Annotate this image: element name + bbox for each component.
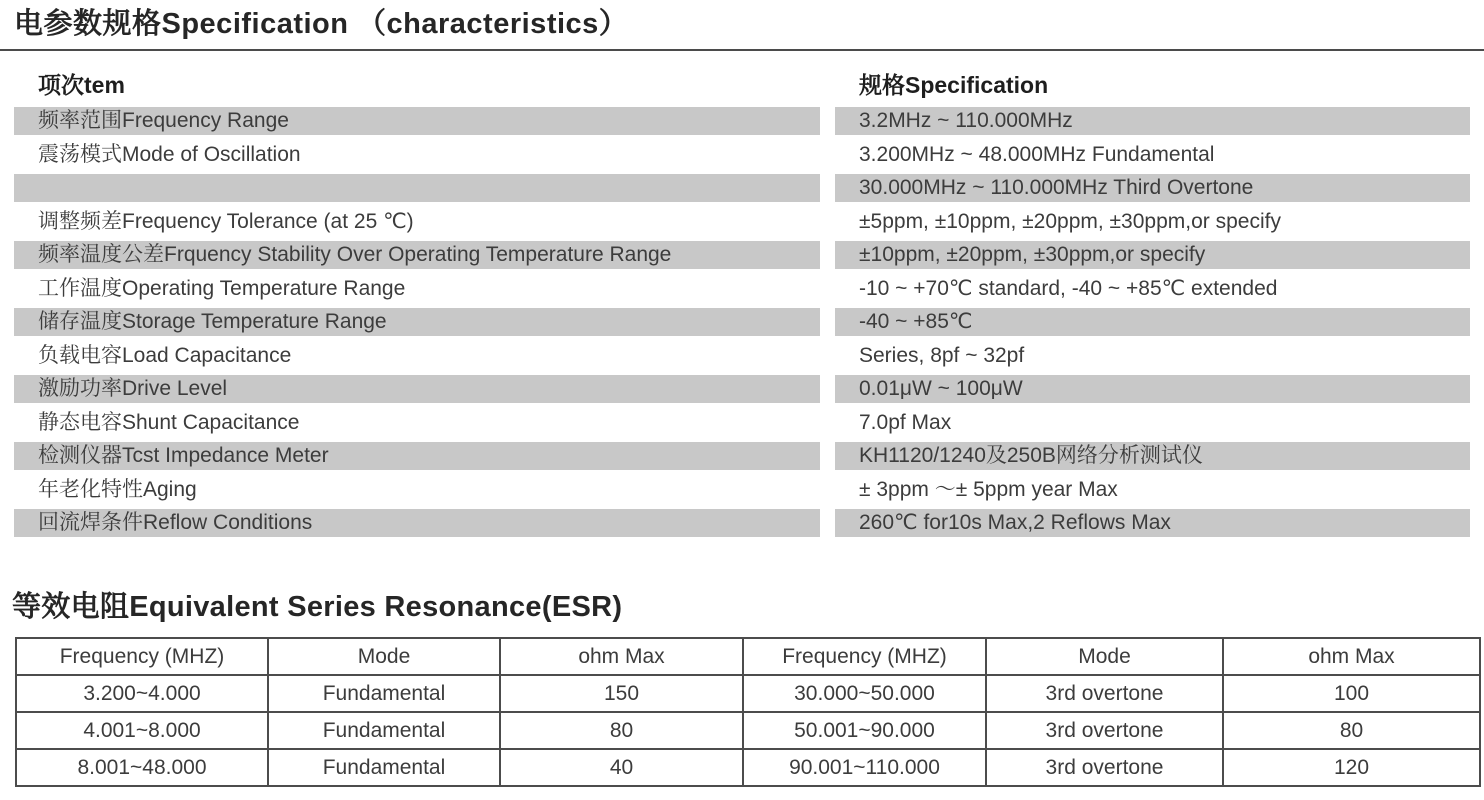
spec-column-header-item: 项次tem xyxy=(38,72,125,98)
esr-cell: 80 xyxy=(500,712,743,749)
esr-cell: 50.001~90.000 xyxy=(743,712,986,749)
spec-section xyxy=(0,70,1484,537)
esr-data-row xyxy=(16,749,1480,786)
esr-cell: 3rd overtone xyxy=(986,749,1223,786)
spec-item-cell: 激励功率Drive Level xyxy=(14,375,820,403)
esr-header-ohm-left: ohm Max xyxy=(500,638,743,675)
spec-value-cell: Series, 8pf ~ 32pf xyxy=(859,343,1025,367)
spec-value-cell: KH1120/1240及250B网络分析测试仪 xyxy=(835,442,1470,470)
spec-item-cell: 静态电容Shunt Capacitance xyxy=(38,410,300,434)
spec-item-cell: 调整频差Frequency Tolerance (at 25 ℃) xyxy=(38,209,414,233)
spec-table-header-row xyxy=(14,70,1484,100)
esr-header-ohm-right: ohm Max xyxy=(1223,638,1480,675)
esr-header-row xyxy=(16,638,1480,675)
spec-item-cell: 检测仪器Tcst Impedance Meter xyxy=(14,442,820,470)
esr-cell: 3.200~4.000 xyxy=(16,675,268,712)
spec-value-cell: 30.000MHz ~ 110.000MHz Third Overtone xyxy=(835,174,1470,202)
spec-value-cell: 3.200MHz ~ 48.000MHz Fundamental xyxy=(859,142,1215,166)
spec-item-cell: 负载电容Load Capacitance xyxy=(38,343,292,367)
spec-item-cell: 频率范围Frequency Range xyxy=(14,107,820,135)
spec-item-cell: 年老化特性Aging xyxy=(38,477,197,501)
esr-cell: 80 xyxy=(1223,712,1480,749)
esr-cell: 30.000~50.000 xyxy=(743,675,986,712)
spec-item-cell xyxy=(14,174,820,202)
spec-value-cell: -40 ~ +85℃ xyxy=(835,308,1470,336)
spec-column-header-spec: 规格Specification xyxy=(859,72,1049,98)
spec-item-cell: 震荡模式Mode of Oscillation xyxy=(38,142,301,166)
spec-value-cell: ±5ppm, ±10ppm, ±20ppm, ±30ppm,or specify xyxy=(859,209,1281,233)
esr-cell: 100 xyxy=(1223,675,1480,712)
esr-cell: 3rd overtone xyxy=(986,712,1223,749)
esr-data-row xyxy=(16,712,1480,749)
esr-cell: 4.001~8.000 xyxy=(16,712,268,749)
esr-cell: 90.001~110.000 xyxy=(743,749,986,786)
spec-value-cell: 0.01μW ~ 100μW xyxy=(835,375,1470,403)
spec-value-cell: ±10ppm, ±20ppm, ±30ppm,or specify xyxy=(835,241,1470,269)
esr-header-frequency-right: Frequency (MHZ) xyxy=(743,638,986,675)
datasheet-page xyxy=(0,6,1484,787)
esr-cell: 150 xyxy=(500,675,743,712)
spec-value-cell: 3.2MHz ~ 110.000MHz xyxy=(835,107,1470,135)
esr-cell: 3rd overtone xyxy=(986,675,1223,712)
esr-table xyxy=(15,637,1481,787)
spec-item-cell: 储存温度Storage Temperature Range xyxy=(14,308,820,336)
esr-cell: Fundamental xyxy=(268,749,500,786)
spec-item-cell: 频率温度公差Frquency Stability Over Operating Temperature Range xyxy=(14,241,820,269)
esr-cell: Fundamental xyxy=(268,675,500,712)
esr-title: 等效电阻Equivalent Series Resonance(ESR) xyxy=(12,591,623,623)
spec-value-cell: 7.0pf Max xyxy=(859,410,952,434)
esr-data-row xyxy=(16,675,1480,712)
esr-header-mode-left: Mode xyxy=(268,638,500,675)
spec-value-cell: ± 3ppm ～± 5ppm year Max xyxy=(859,477,1118,501)
spec-table xyxy=(14,107,1484,537)
spec-value-cell: 260℃ for10s Max,2 Reflows Max xyxy=(835,509,1470,537)
title-divider xyxy=(0,49,1484,51)
esr-header-frequency-left: Frequency (MHZ) xyxy=(16,638,268,675)
esr-cell: 40 xyxy=(500,749,743,786)
esr-section xyxy=(0,589,1484,787)
spec-value-cell: -10 ~ +70℃ standard, -40 ~ +85℃ extended xyxy=(859,276,1278,300)
esr-header-mode-right: Mode xyxy=(986,638,1223,675)
spec-item-cell: 回流焊条件Reflow Conditions xyxy=(14,509,820,537)
spec-item-cell: 工作温度Operating Temperature Range xyxy=(38,276,406,300)
esr-cell: 8.001~48.000 xyxy=(16,749,268,786)
esr-cell: 120 xyxy=(1223,749,1480,786)
esr-cell: Fundamental xyxy=(268,712,500,749)
page-title: 电参数规格Specification （characteristics） xyxy=(14,8,629,40)
